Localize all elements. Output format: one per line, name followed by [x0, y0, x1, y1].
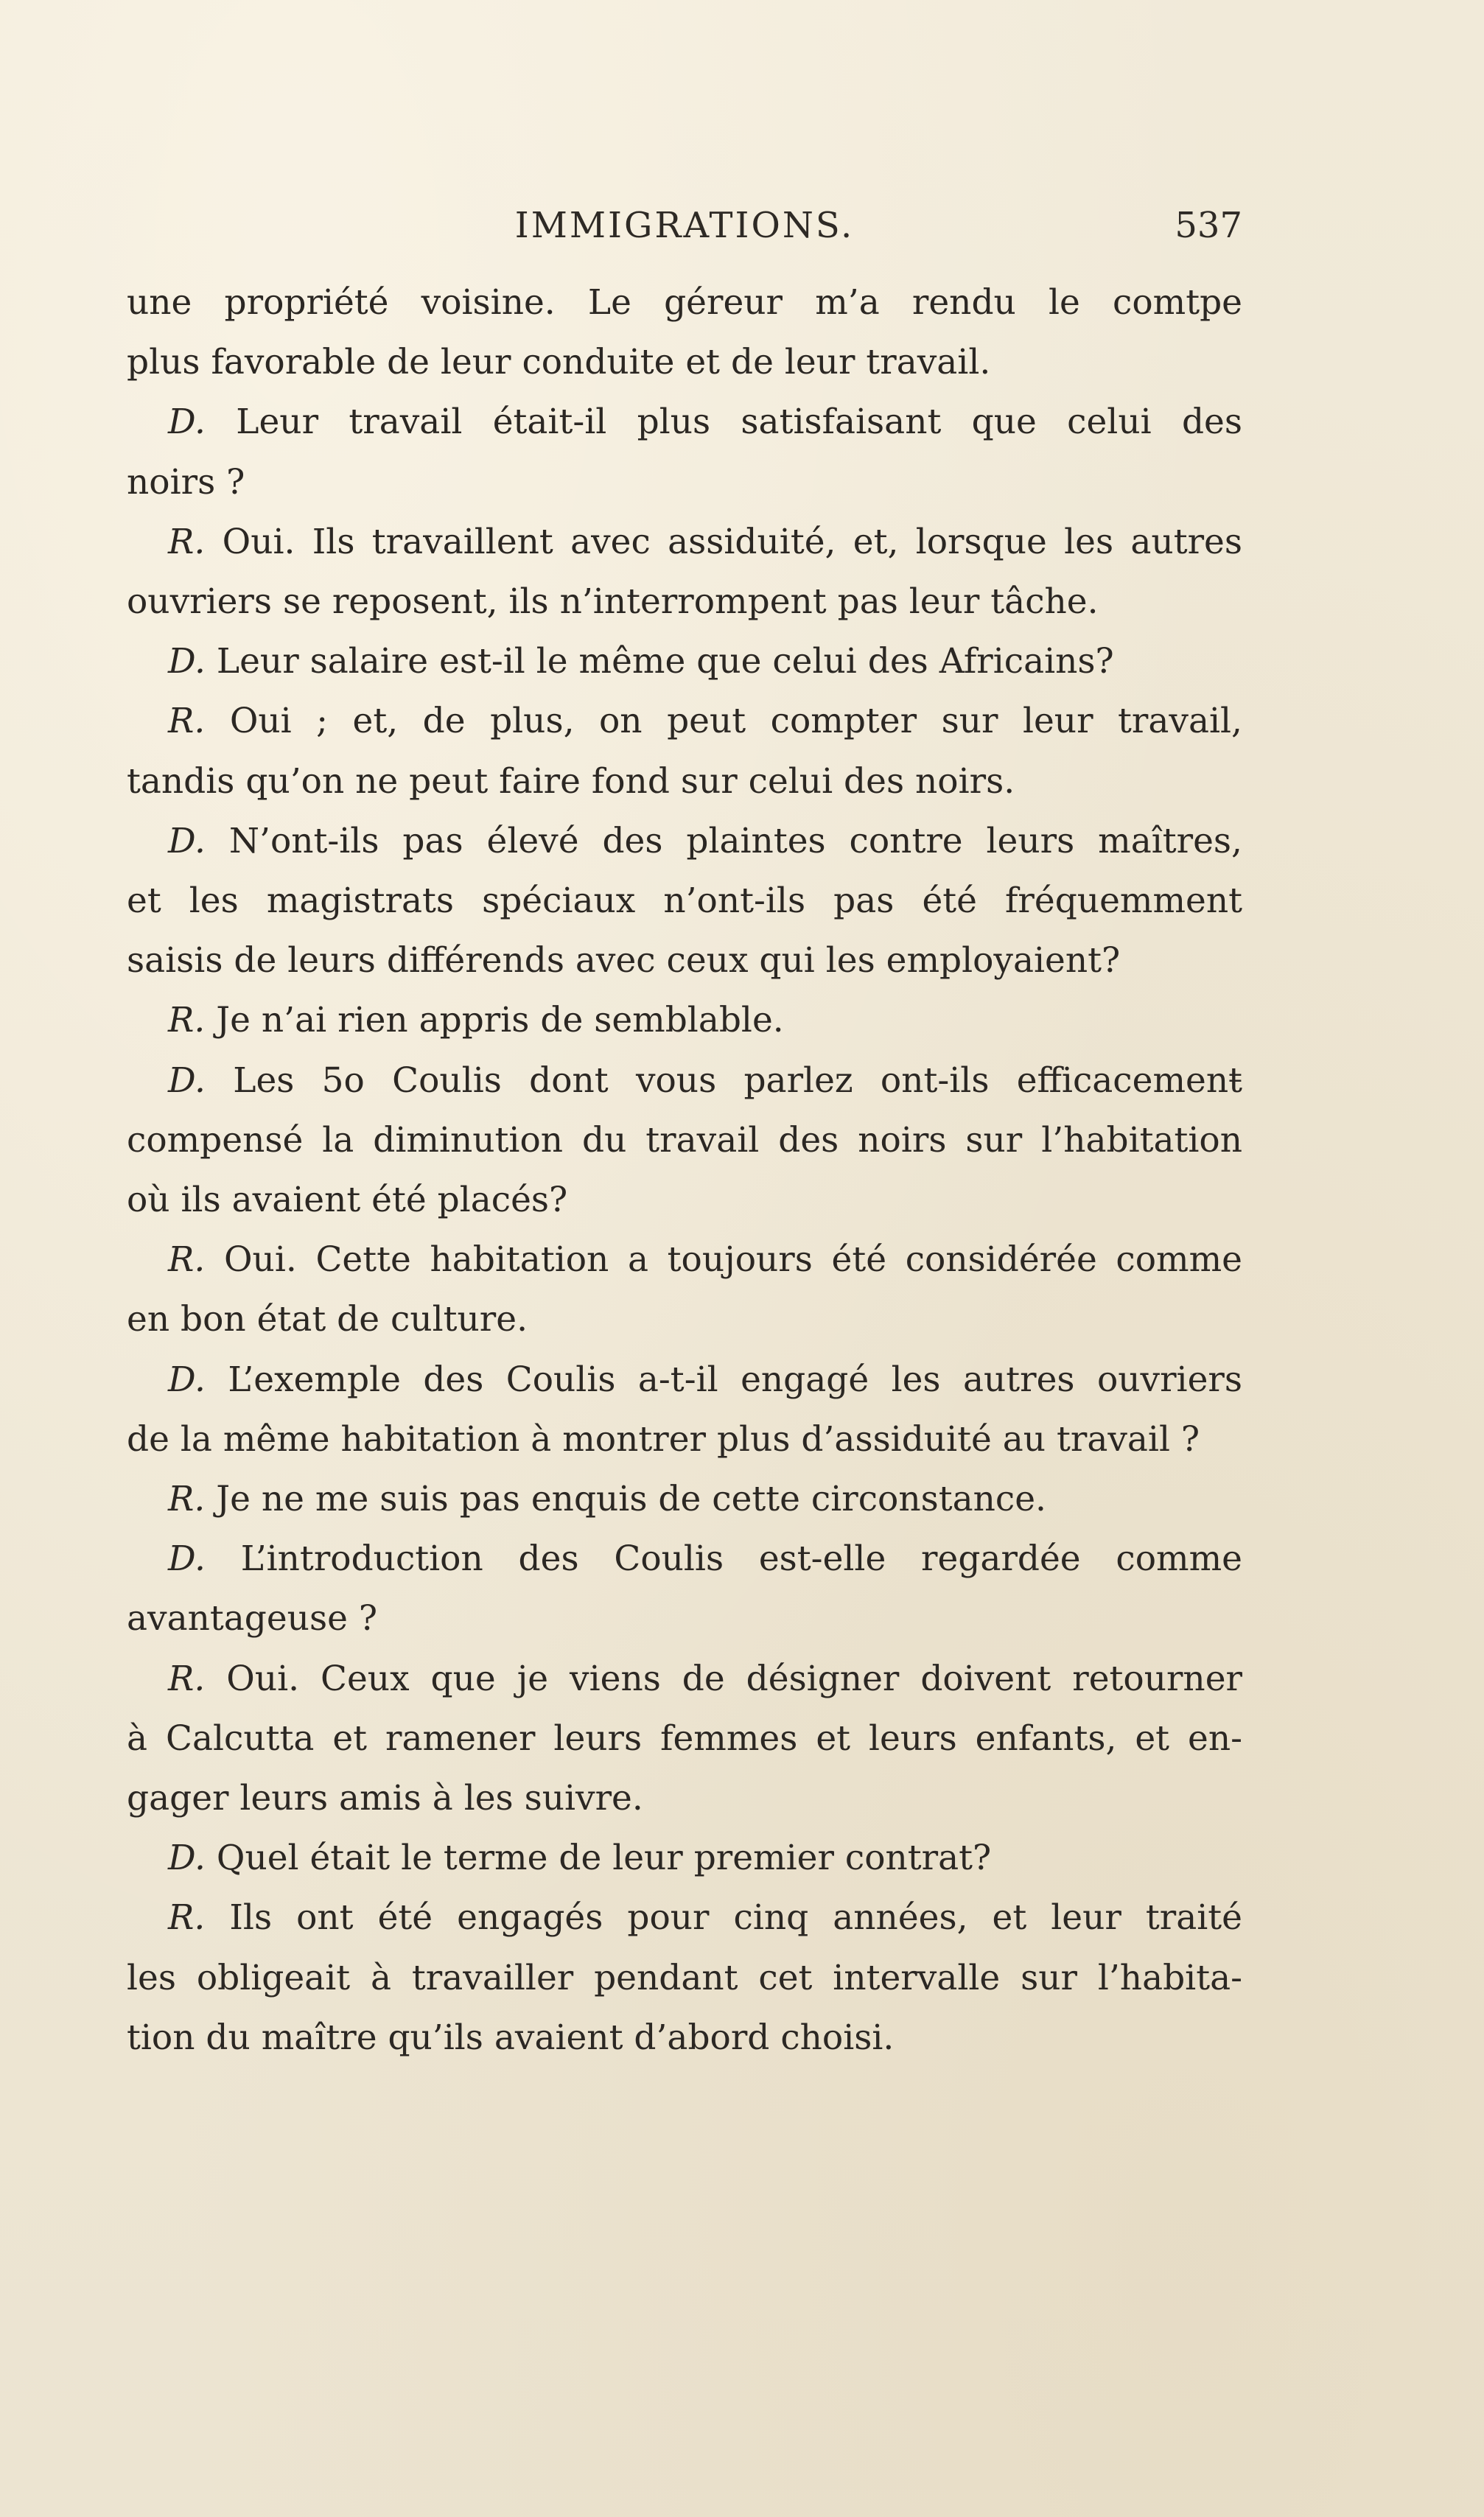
text-line — [127, 871, 1242, 931]
line-text: L’exemple des Coulis a-t-il engagé les autres ouvriers — [228, 1359, 1242, 1400]
text-line — [127, 1410, 1242, 1469]
text-line — [127, 512, 1242, 572]
text-line — [127, 931, 1242, 990]
text-line — [127, 1529, 1242, 1589]
line-text: Quel était le terme de leur premier contrat? — [216, 1838, 992, 1879]
text-line — [127, 1828, 1242, 1888]
text-line — [127, 811, 1242, 871]
line-text: Oui. Ceux que je viens de désigner doivent retourner — [226, 1658, 1242, 1699]
line-text: les obligeait à travailler pendant cet intervalle sur l’habita- — [127, 1957, 1242, 1998]
speaker-label: R. — [168, 1479, 206, 1520]
speaker-label: D. — [168, 641, 206, 682]
text-line — [127, 1110, 1242, 1170]
text-line — [127, 1469, 1242, 1529]
text-line — [127, 691, 1242, 751]
speaker-label: R. — [168, 521, 206, 562]
speaker-label: D. — [168, 1838, 206, 1879]
line-text: tion du maître qu’ils avaient d’abord choisi. — [127, 2017, 895, 2058]
text-line — [127, 1230, 1242, 1289]
text-line — [127, 631, 1242, 691]
line-text: Leur salaire est-il le même que celui des Africains? — [216, 641, 1114, 682]
text-line — [127, 273, 1242, 332]
text-line — [127, 392, 1242, 452]
text-line — [127, 1170, 1242, 1230]
line-text: à Calcutta et ramener leurs femmes et leurs enfants, et en- — [127, 1718, 1242, 1759]
line-text: en bon état de culture. — [127, 1299, 528, 1340]
line-text: Je ne me suis pas enquis de cette circonstance. — [216, 1479, 1046, 1520]
speaker-label: R. — [168, 1239, 206, 1281]
text-line — [127, 572, 1242, 631]
text-line — [127, 332, 1242, 392]
text-line — [127, 990, 1242, 1050]
running-head: IMMIGRATIONS. — [514, 205, 855, 246]
text-line — [127, 1709, 1242, 1768]
line-text: Oui ; et, de plus, on peut compter sur leur travail, — [229, 701, 1242, 742]
text-line — [127, 752, 1242, 811]
line-text: tandis qu’on ne peut faire fond sur celui des noirs. — [127, 760, 1015, 802]
page-header — [127, 197, 1242, 264]
line-text: ouvriers se reposent, ils n’interrompent pas leur tâche. — [127, 581, 1099, 623]
line-text: où ils avaient été placés? — [127, 1180, 568, 1221]
text-line — [127, 1350, 1242, 1410]
text-line — [127, 452, 1242, 512]
speaker-label: D. — [168, 1538, 206, 1580]
line-text: Les 5o Coulis dont vous parlez ont-ils efficacemenŧ — [233, 1060, 1242, 1101]
text-line — [127, 1948, 1242, 2008]
speaker-label: R. — [168, 1000, 206, 1041]
text-line — [127, 1589, 1242, 1648]
line-text: Oui. Ils travaillent avec assiduité, et, lorsque les autres — [222, 521, 1242, 562]
line-text: avantageuse ? — [127, 1598, 378, 1639]
line-text: saisis de leurs différends avec ceux qui les employaient? — [127, 940, 1121, 981]
line-text: noirs ? — [127, 461, 245, 503]
text-line — [127, 1768, 1242, 1828]
speaker-label: D. — [168, 1359, 206, 1400]
text-line — [127, 2008, 1242, 2068]
text-line — [127, 1289, 1242, 1349]
line-text: gager leurs amis à les suivre. — [127, 1778, 643, 1819]
speaker-label: D. — [168, 820, 206, 861]
speaker-label: D. — [168, 1060, 206, 1101]
line-text: compensé la diminution du travail des noirs sur l’habitation — [127, 1119, 1242, 1161]
text-line — [127, 1649, 1242, 1709]
page-number: 537 — [1175, 205, 1242, 246]
line-text: et les magistrats spéciaux n’ont-ils pas été fréquemment — [127, 881, 1242, 922]
line-text: de la même habitation à montrer plus d’assiduité au travail ? — [127, 1418, 1200, 1460]
speaker-label: R. — [168, 1658, 206, 1699]
speaker-label: R. — [168, 701, 206, 742]
line-text: Ils ont été engagés pour cinq années, et leur traité — [229, 1897, 1242, 1939]
line-text: L’introduction des Coulis est-elle regardée comme — [240, 1538, 1242, 1580]
speaker-label: R. — [168, 1897, 206, 1939]
text-line — [127, 1888, 1242, 1947]
line-text: Je n’ai rien appris de semblable. — [216, 1000, 784, 1041]
line-text: Leur travail était-il plus satisfaisant que celui des — [236, 402, 1242, 443]
line-text: N’ont-ils pas élevé des plaintes contre leurs maîtres, — [228, 820, 1242, 861]
line-text: une propriété voisine. Le géreur m’a rendu le comtpe — [127, 282, 1242, 323]
text-line — [127, 1051, 1242, 1110]
body-text — [127, 273, 1242, 2068]
line-text: plus favorable de leur conduite et de leur travail. — [127, 342, 991, 383]
line-text: Oui. Cette habitation a toujours été considérée comme — [224, 1239, 1242, 1281]
speaker-label: D. — [168, 402, 206, 443]
